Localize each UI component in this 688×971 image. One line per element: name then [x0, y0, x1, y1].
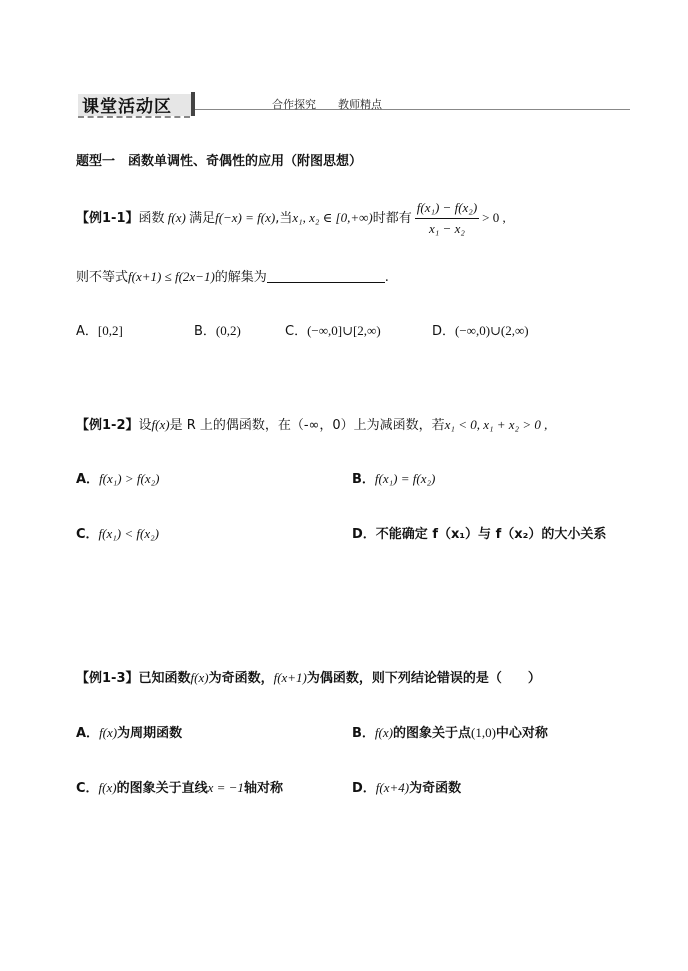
option-label: C．: [285, 324, 308, 339]
option-math: (0,2): [215, 323, 241, 338]
math-fx: f(x): [151, 417, 170, 432]
header-tab-teacher: 教师精点: [338, 98, 382, 111]
option-math: f(x₁) < f(x₂): [98, 526, 159, 541]
option-math: (1,0): [470, 725, 496, 740]
option-label: B．: [352, 472, 375, 487]
option-math: f(x): [99, 725, 118, 740]
option-a: [76, 320, 123, 339]
option-b: [352, 722, 548, 741]
option-label: B．: [352, 726, 375, 741]
option-text: 中心对称: [495, 726, 548, 741]
option-label: B．: [194, 324, 216, 339]
example-1-1-line1: [76, 200, 506, 237]
option-a: [76, 468, 159, 487]
example-text: 的解集为: [214, 270, 267, 285]
option-math: f(x₁) > f(x₂): [99, 471, 160, 486]
option-d: [432, 320, 529, 339]
example-text: 则不等式: [76, 270, 129, 285]
option-d: [352, 777, 461, 796]
example-text: ,当: [275, 211, 293, 226]
math-domain: x₁, x₂ ∈ [0,+∞): [292, 210, 373, 225]
example-tag: 【例1-1】: [76, 211, 139, 226]
option-a: [76, 722, 182, 741]
option-label: A．: [76, 726, 100, 741]
option-label: D．: [432, 324, 456, 339]
option-c: [76, 777, 283, 796]
option-math: f(x₁) = f(x₂): [374, 471, 436, 486]
fraction-denominator: x₁ − x₂: [429, 221, 465, 236]
fraction-numerator: f(x₁) − f(x₂): [415, 200, 479, 219]
example-tag: 【例1-3】: [76, 671, 139, 686]
example-text: 满足: [189, 211, 216, 226]
example-text: 是 R 上的偶函数，在（-∞，0）上为减函数，若: [169, 418, 445, 433]
example-text: 设: [138, 418, 152, 433]
option-text: 的图象关于直线: [116, 781, 208, 796]
option-label: C．: [76, 781, 99, 796]
example-text: 为奇函数，: [208, 671, 274, 686]
option-text: 的图象关于点: [392, 726, 471, 741]
math-condition: x₁ < 0, x₁ + x₂ > 0 ,: [444, 417, 548, 432]
answer-blank: [267, 270, 385, 283]
example-1-2-line1: [76, 414, 547, 433]
math-inequality: f(x+1) ≤ f(2x−1): [128, 269, 215, 284]
example-1-3-line1: [76, 667, 541, 686]
option-text: 为周期函数: [117, 726, 183, 741]
example-text: 函数: [138, 211, 165, 226]
option-math: (−∞,0)∪(2,∞): [455, 323, 529, 338]
example-tag: 【例1-2】: [76, 418, 139, 433]
option-text: 轴对称: [243, 781, 283, 796]
option-b: [194, 320, 241, 339]
header-dash-underline: [78, 116, 190, 118]
header-divider-bar: [191, 92, 195, 116]
math-fx: f(x): [190, 670, 209, 685]
option-d: [352, 523, 606, 542]
option-label: C．: [76, 527, 99, 542]
option-math: f(x): [98, 780, 117, 795]
option-c: [285, 320, 381, 339]
example-text: 时都有: [372, 211, 412, 226]
math-even-eq: f(−x) = f(x): [215, 210, 276, 225]
option-math: [0,2]: [97, 323, 123, 338]
option-label: D．: [352, 527, 376, 542]
section-title: 题型一 函数单调性、奇偶性的应用（附图思想）: [76, 154, 363, 169]
option-math: f(x): [374, 725, 393, 740]
option-math: f(x+4): [375, 780, 410, 795]
example-1-1-line2: [76, 266, 389, 285]
example-text: 已知函数: [138, 671, 191, 686]
example-text: .: [384, 270, 389, 285]
option-label: D．: [352, 781, 376, 796]
math-fx-plus-1: f(x+1): [273, 670, 307, 685]
math-fx: f(x): [164, 210, 190, 225]
option-label: A．: [76, 472, 100, 487]
option-text: 不能确定 f（x₁）与 f（x₂）的大小关系: [375, 527, 607, 542]
option-c: [76, 523, 159, 542]
option-math: (−∞,0]∪[2,∞): [307, 323, 381, 338]
header-title: 课堂活动区: [82, 97, 172, 117]
header-tab-cooperate: 合作探究: [272, 98, 316, 111]
math-gt-zero: > 0 ,: [482, 210, 506, 225]
math-fraction: [415, 200, 479, 237]
option-math: x = −1: [207, 780, 244, 795]
example-text: 为偶函数，则下列结论错误的是（ ）: [306, 671, 541, 686]
option-b: [352, 468, 435, 487]
option-label: A．: [76, 324, 98, 339]
option-text: 为奇函数: [409, 781, 462, 796]
header-rule: [195, 109, 630, 110]
